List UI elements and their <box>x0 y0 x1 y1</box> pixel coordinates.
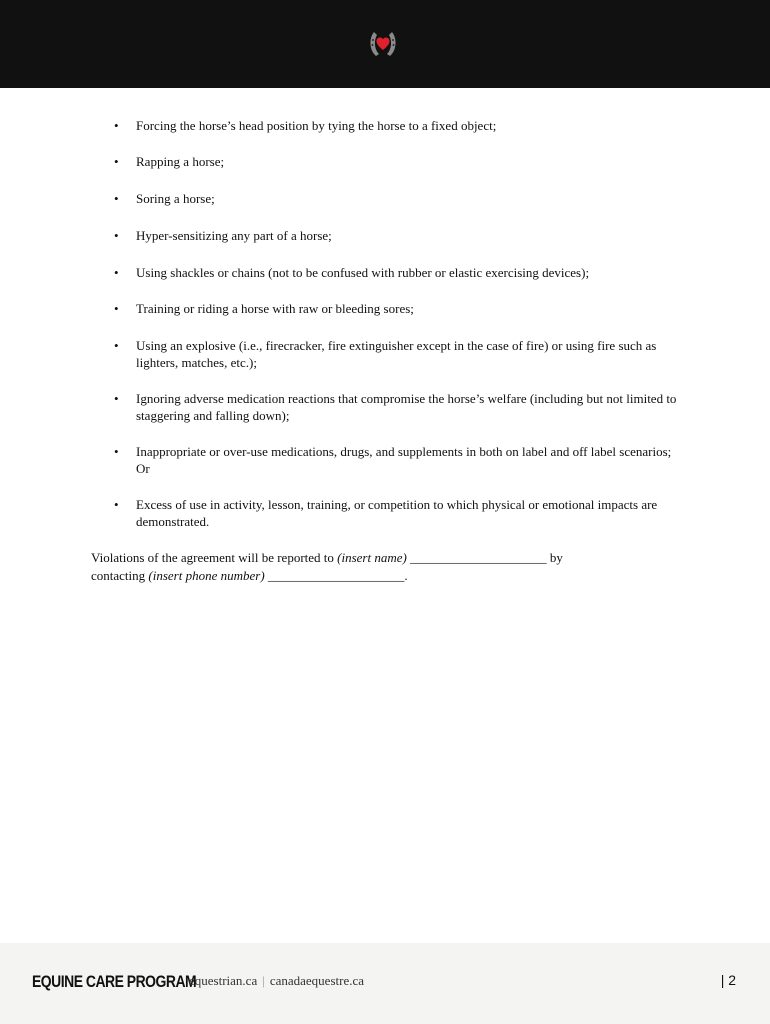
list-item: • Using shackles or chains (not to be confused with rubber or elastic exercising devices); <box>114 265 590 280</box>
list-item: • Forcing the horse’s head position by tying the horse to a fixed object; <box>114 118 497 133</box>
page-number: | 2 <box>720 972 736 988</box>
header-band <box>0 0 770 88</box>
bullet-icon: • <box>114 338 119 353</box>
phone-blank: _____________________. <box>264 567 408 583</box>
bullet-icon: • <box>114 191 119 206</box>
bullet-icon: • <box>114 497 119 512</box>
list-item: • Using an explosive (i.e., firecracker, fire extinguisher except in the case of fire) or using fire such as lighters, matches, etc.); <box>114 338 657 370</box>
violations-paragraph: Violations of the agreement will be reported to (insert name) _____________________ by contacting (insert phone number) _____________________. <box>91 550 563 583</box>
list-item: • Soring a horse; <box>114 191 215 206</box>
brand-wordmark: EQUINE CARE PROGRAM <box>32 972 197 991</box>
bullet-icon: • <box>114 228 119 243</box>
insert-name-placeholder: (insert name) <box>337 550 407 565</box>
bullet-icon: • <box>114 118 119 133</box>
list-item: • Ignoring adverse medication reactions that compromise the horse’s welfare (including but not limited to staggering and falling down); <box>114 391 677 423</box>
list-item: • Hyper-sensitizing any part of a horse; <box>114 228 332 243</box>
footer-links <box>189 973 364 989</box>
insert-phone-placeholder: (insert phone number) <box>148 567 265 583</box>
bullet-icon: • <box>114 301 119 316</box>
bullet-icon: • <box>114 265 119 280</box>
site-link-equestrian[interactable]: equestrian.ca <box>189 973 258 988</box>
list-item: • Rapping a horse; <box>114 154 225 169</box>
bullet-icon: • <box>114 391 119 406</box>
horseshoe-heart-icon <box>368 28 398 60</box>
footer-separator: | <box>262 973 265 988</box>
list-item: • Excess of use in activity, lesson, training, or competition to which physical or emotional impacts are demonstrated. <box>114 497 658 529</box>
site-link-canadaequestre[interactable]: canadaequestre.ca <box>269 973 365 988</box>
bullet-icon: • <box>114 444 119 459</box>
bullet-icon: • <box>114 154 119 169</box>
list-item: • Training or riding a horse with raw or bleeding sores; <box>114 301 414 316</box>
list-item: • Inappropriate or over-use medications, drugs, and supplements in both on label and off label scenarios; Or <box>114 444 672 476</box>
name-blank: _____________________ by <box>406 550 563 565</box>
